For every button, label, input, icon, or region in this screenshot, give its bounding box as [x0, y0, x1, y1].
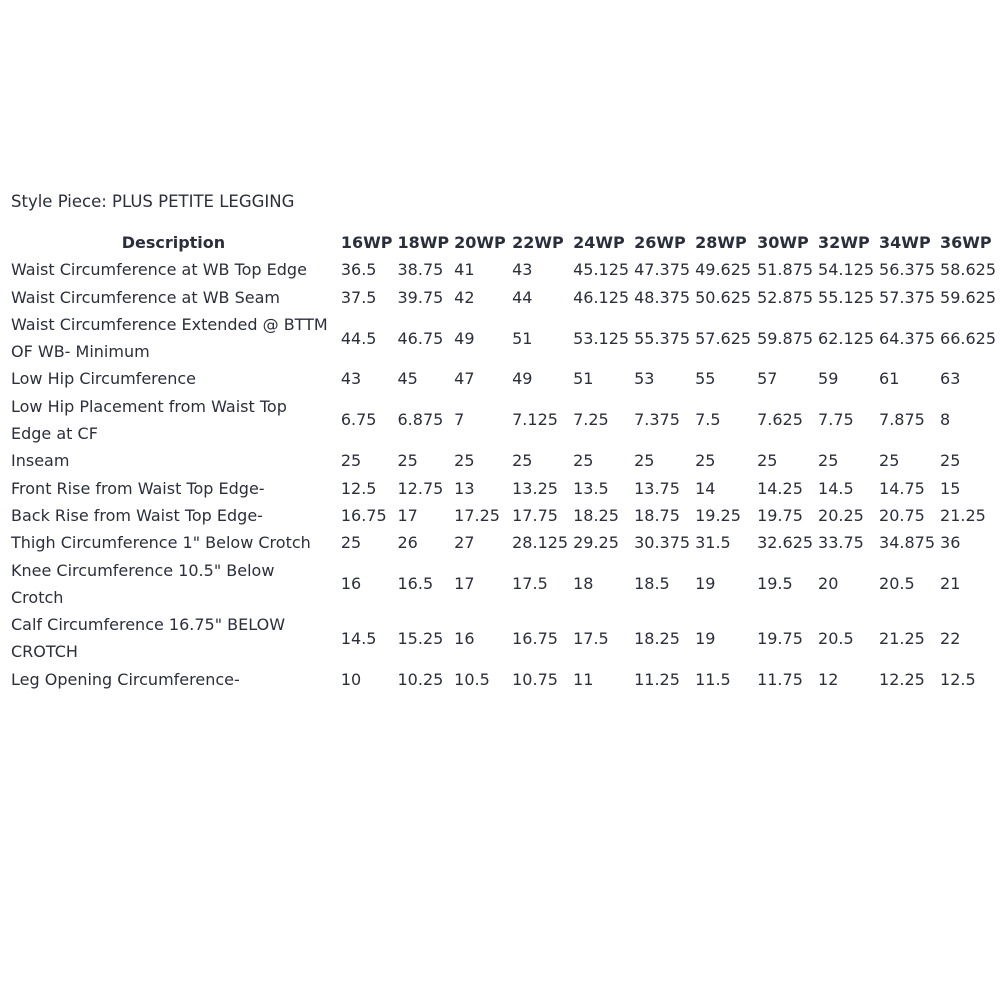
measurement-cell: 12.5 — [940, 669, 976, 689]
measurement-cell: 14.75 — [879, 478, 925, 498]
column-header-size: 16WP — [340, 233, 393, 252]
measurement-cell: 38.75 — [397, 260, 444, 280]
measurement-cell: 58.625 — [940, 260, 996, 280]
measurement-cell: 25 — [573, 451, 594, 471]
measurement-cell: 14.25 — [757, 478, 803, 498]
measurement-cell: 52.875 — [757, 287, 814, 307]
measurement-cell: 7.875 — [879, 410, 925, 430]
measurement-cell: 12.75 — [397, 478, 444, 498]
measurement-cell: 25 — [818, 451, 839, 471]
measurement-cell: 64.375 — [879, 328, 936, 348]
table-row — [6, 447, 1000, 474]
measurement-cell: 20.5 — [818, 628, 854, 648]
measurement-cell: 44.5 — [340, 328, 377, 348]
measurement-cell: 19.75 — [757, 505, 803, 525]
table-row — [6, 611, 1000, 666]
measurement-cell: 39.75 — [397, 287, 444, 307]
measurement-cell: 57.625 — [695, 328, 752, 348]
measurement-cell: 20.75 — [879, 505, 925, 525]
row-description: Back Rise from Waist Top Edge- — [11, 505, 263, 525]
measurement-cell: 16 — [454, 628, 475, 648]
measurement-cell: 10.75 — [512, 669, 558, 689]
measurement-cell: 46.75 — [397, 328, 444, 348]
measurement-cell: 29.25 — [573, 533, 619, 553]
row-description: Waist Circumference at WB Top Edge — [11, 260, 307, 280]
measurement-cell: 56.375 — [879, 260, 936, 280]
header-row — [6, 229, 1000, 256]
measurement-cell: 25 — [340, 451, 362, 471]
measurement-cell: 7.75 — [818, 410, 854, 430]
measurement-cell: 55 — [695, 369, 716, 389]
measurement-cell: 14 — [695, 478, 716, 498]
table-row — [6, 666, 1000, 693]
table-row — [6, 529, 1000, 556]
column-header-size: 26WP — [634, 233, 686, 252]
measurement-cell: 47 — [454, 369, 475, 389]
measurement-cell: 33.75 — [818, 533, 864, 553]
measurement-cell: 11.25 — [634, 669, 680, 689]
column-header-size: 20WP — [454, 233, 506, 252]
measurement-cell: 43 — [512, 260, 533, 280]
measurement-cell: 16.75 — [512, 628, 558, 648]
measurement-cell: 8 — [940, 410, 951, 430]
measurement-cell: 36 — [940, 533, 961, 553]
measurement-cell: 54.125 — [818, 260, 875, 280]
measurement-cell: 19.25 — [695, 505, 741, 525]
measurement-cell: 14.5 — [818, 478, 854, 498]
measurement-cell: 41 — [454, 260, 475, 280]
column-header-size: 18WP — [397, 233, 450, 252]
measurement-cell: 62.125 — [818, 328, 875, 348]
measurement-cell: 21.25 — [940, 505, 986, 525]
measurement-cell: 30.375 — [634, 533, 691, 553]
measurement-cell: 10.5 — [454, 669, 490, 689]
measurement-cell: 11.75 — [757, 669, 803, 689]
measurement-cell: 16 — [340, 574, 362, 594]
measurement-cell: 45 — [397, 369, 418, 389]
measurement-cell: 51 — [573, 369, 594, 389]
measurement-cell: 13.25 — [512, 478, 558, 498]
table-row — [6, 475, 1000, 502]
measurement-cell: 7 — [454, 410, 465, 430]
column-header-size: 32WP — [818, 233, 870, 252]
measurement-cell: 11.5 — [695, 669, 731, 689]
measurement-cell: 45.125 — [573, 260, 630, 280]
measurement-cell: 50.625 — [695, 287, 752, 307]
column-header-size: 36WP — [940, 233, 992, 252]
table-row — [6, 256, 1000, 283]
row-description: Leg Opening Circumference- — [11, 669, 240, 689]
table-row — [6, 393, 1000, 448]
measurement-cell: 17.5 — [573, 628, 609, 648]
measurement-cell: 25 — [757, 451, 778, 471]
measurement-cell: 7.25 — [573, 410, 609, 430]
measurement-cell: 25 — [454, 451, 475, 471]
measurement-cell: 19 — [695, 574, 716, 594]
measurement-cell: 17.5 — [512, 574, 548, 594]
measurement-cell: 11 — [573, 669, 594, 689]
measurement-cell: 25 — [512, 451, 533, 471]
table-row — [6, 365, 1000, 392]
measurement-cell: 31.5 — [695, 533, 731, 553]
measurement-cell: 18.75 — [634, 505, 680, 525]
measurement-cell: 18.5 — [634, 574, 670, 594]
size-spec-table — [6, 229, 1000, 693]
row-description: Front Rise from Waist Top Edge- — [11, 478, 265, 498]
measurement-cell: 13.5 — [573, 478, 609, 498]
row-description: Low Hip Circumference — [11, 369, 197, 389]
measurement-cell: 7.625 — [757, 410, 803, 430]
row-description: Waist Circumference Extended @ BTTM OF WB- Minimum — [11, 314, 328, 362]
measurement-cell: 47.375 — [634, 260, 691, 280]
measurement-cell: 53 — [634, 369, 655, 389]
measurement-cell: 16.5 — [397, 574, 434, 594]
style-piece-title: Style Piece: PLUS PETITE LEGGING — [11, 192, 295, 211]
measurement-cell: 17.25 — [454, 505, 500, 525]
measurement-cell: 20 — [818, 574, 839, 594]
row-description: Knee Circumference 10.5" Below Crotch — [11, 560, 275, 607]
table-row — [6, 557, 1000, 612]
table-body — [6, 256, 1000, 693]
column-header-description: Description — [121, 233, 226, 252]
measurement-cell: 12.25 — [879, 669, 925, 689]
measurement-cell: 26 — [397, 533, 418, 553]
measurement-cell: 16.75 — [340, 505, 387, 525]
measurement-cell: 25 — [634, 451, 655, 471]
measurement-cell: 7.375 — [634, 410, 680, 430]
measurement-cell: 18.25 — [634, 628, 680, 648]
row-description: Thigh Circumference 1" Below Crotch — [11, 533, 311, 553]
measurement-cell: 59.625 — [940, 287, 996, 307]
measurement-cell: 13 — [454, 478, 475, 498]
measurement-cell: 34.875 — [879, 533, 936, 553]
measurement-cell: 37.5 — [340, 287, 377, 307]
measurement-cell: 25 — [695, 451, 716, 471]
measurement-cell: 18 — [573, 574, 594, 594]
measurement-cell: 19 — [695, 628, 716, 648]
measurement-cell: 13.75 — [634, 478, 680, 498]
measurement-cell: 32.625 — [757, 533, 814, 553]
table-row — [6, 502, 1000, 529]
measurement-cell: 49 — [512, 369, 533, 389]
measurement-cell: 48.375 — [634, 287, 691, 307]
row-description: Inseam — [11, 451, 70, 471]
measurement-cell: 57.375 — [879, 287, 936, 307]
measurement-cell: 59 — [818, 369, 839, 389]
column-header-size: 28WP — [695, 233, 747, 252]
measurement-cell: 57 — [757, 369, 778, 389]
measurement-cell: 53.125 — [573, 328, 630, 348]
measurement-cell: 19.75 — [757, 628, 803, 648]
measurement-cell: 15 — [940, 478, 961, 498]
column-header-size: 34WP — [879, 233, 931, 252]
measurement-cell: 49.625 — [695, 260, 752, 280]
column-header-size: 22WP — [512, 233, 564, 252]
table-row — [6, 284, 1000, 311]
measurement-cell: 7.5 — [695, 410, 721, 430]
measurement-cell: 22 — [940, 628, 961, 648]
measurement-cell: 61 — [879, 369, 900, 389]
measurement-cell: 7.125 — [512, 410, 558, 430]
measurement-cell: 42 — [454, 287, 475, 307]
measurement-cell: 14.5 — [340, 628, 377, 648]
measurement-cell: 27 — [454, 533, 475, 553]
measurement-cell: 15.25 — [397, 628, 444, 648]
measurement-cell: 6.75 — [340, 410, 377, 430]
measurement-cell: 25 — [879, 451, 900, 471]
measurement-cell: 51.875 — [757, 260, 814, 280]
measurement-cell: 17 — [454, 574, 475, 594]
measurement-cell: 12.5 — [340, 478, 377, 498]
measurement-cell: 19.5 — [757, 574, 793, 594]
measurement-cell: 43 — [340, 369, 362, 389]
measurement-cell: 21.25 — [879, 628, 925, 648]
measurement-cell: 17 — [397, 505, 418, 525]
measurement-cell: 25 — [340, 533, 362, 553]
measurement-cell: 28.125 — [512, 533, 569, 553]
measurement-cell: 6.875 — [397, 410, 444, 430]
measurement-cell: 55.125 — [818, 287, 875, 307]
measurement-cell: 49 — [454, 328, 475, 348]
measurement-cell: 20.5 — [879, 574, 915, 594]
row-description: Low Hip Placement from Waist Top Edge at CF — [11, 396, 287, 444]
measurement-cell: 55.375 — [634, 328, 691, 348]
measurement-cell: 10.25 — [397, 669, 444, 689]
measurement-cell: 20.25 — [818, 505, 864, 525]
measurement-cell: 59.875 — [757, 328, 814, 348]
column-header-size: 24WP — [573, 233, 625, 252]
measurement-cell: 17.75 — [512, 505, 558, 525]
measurement-cell: 36.5 — [340, 260, 377, 280]
measurement-cell: 12 — [818, 669, 839, 689]
row-description: Waist Circumference at WB Seam — [11, 287, 280, 307]
measurement-cell: 25 — [940, 451, 961, 471]
measurement-cell: 25 — [397, 451, 418, 471]
measurement-cell: 10 — [340, 669, 362, 689]
measurement-cell: 18.25 — [573, 505, 619, 525]
measurement-cell: 46.125 — [573, 287, 630, 307]
measurement-cell: 66.625 — [940, 328, 996, 348]
measurement-cell: 63 — [940, 369, 961, 389]
measurement-cell: 51 — [512, 328, 533, 348]
row-description: Calf Circumference 16.75" BELOW CROTCH — [11, 615, 286, 662]
table-row — [6, 311, 1000, 366]
column-header-size: 30WP — [757, 233, 809, 252]
measurement-cell: 44 — [512, 287, 533, 307]
measurement-cell: 21 — [940, 574, 961, 594]
